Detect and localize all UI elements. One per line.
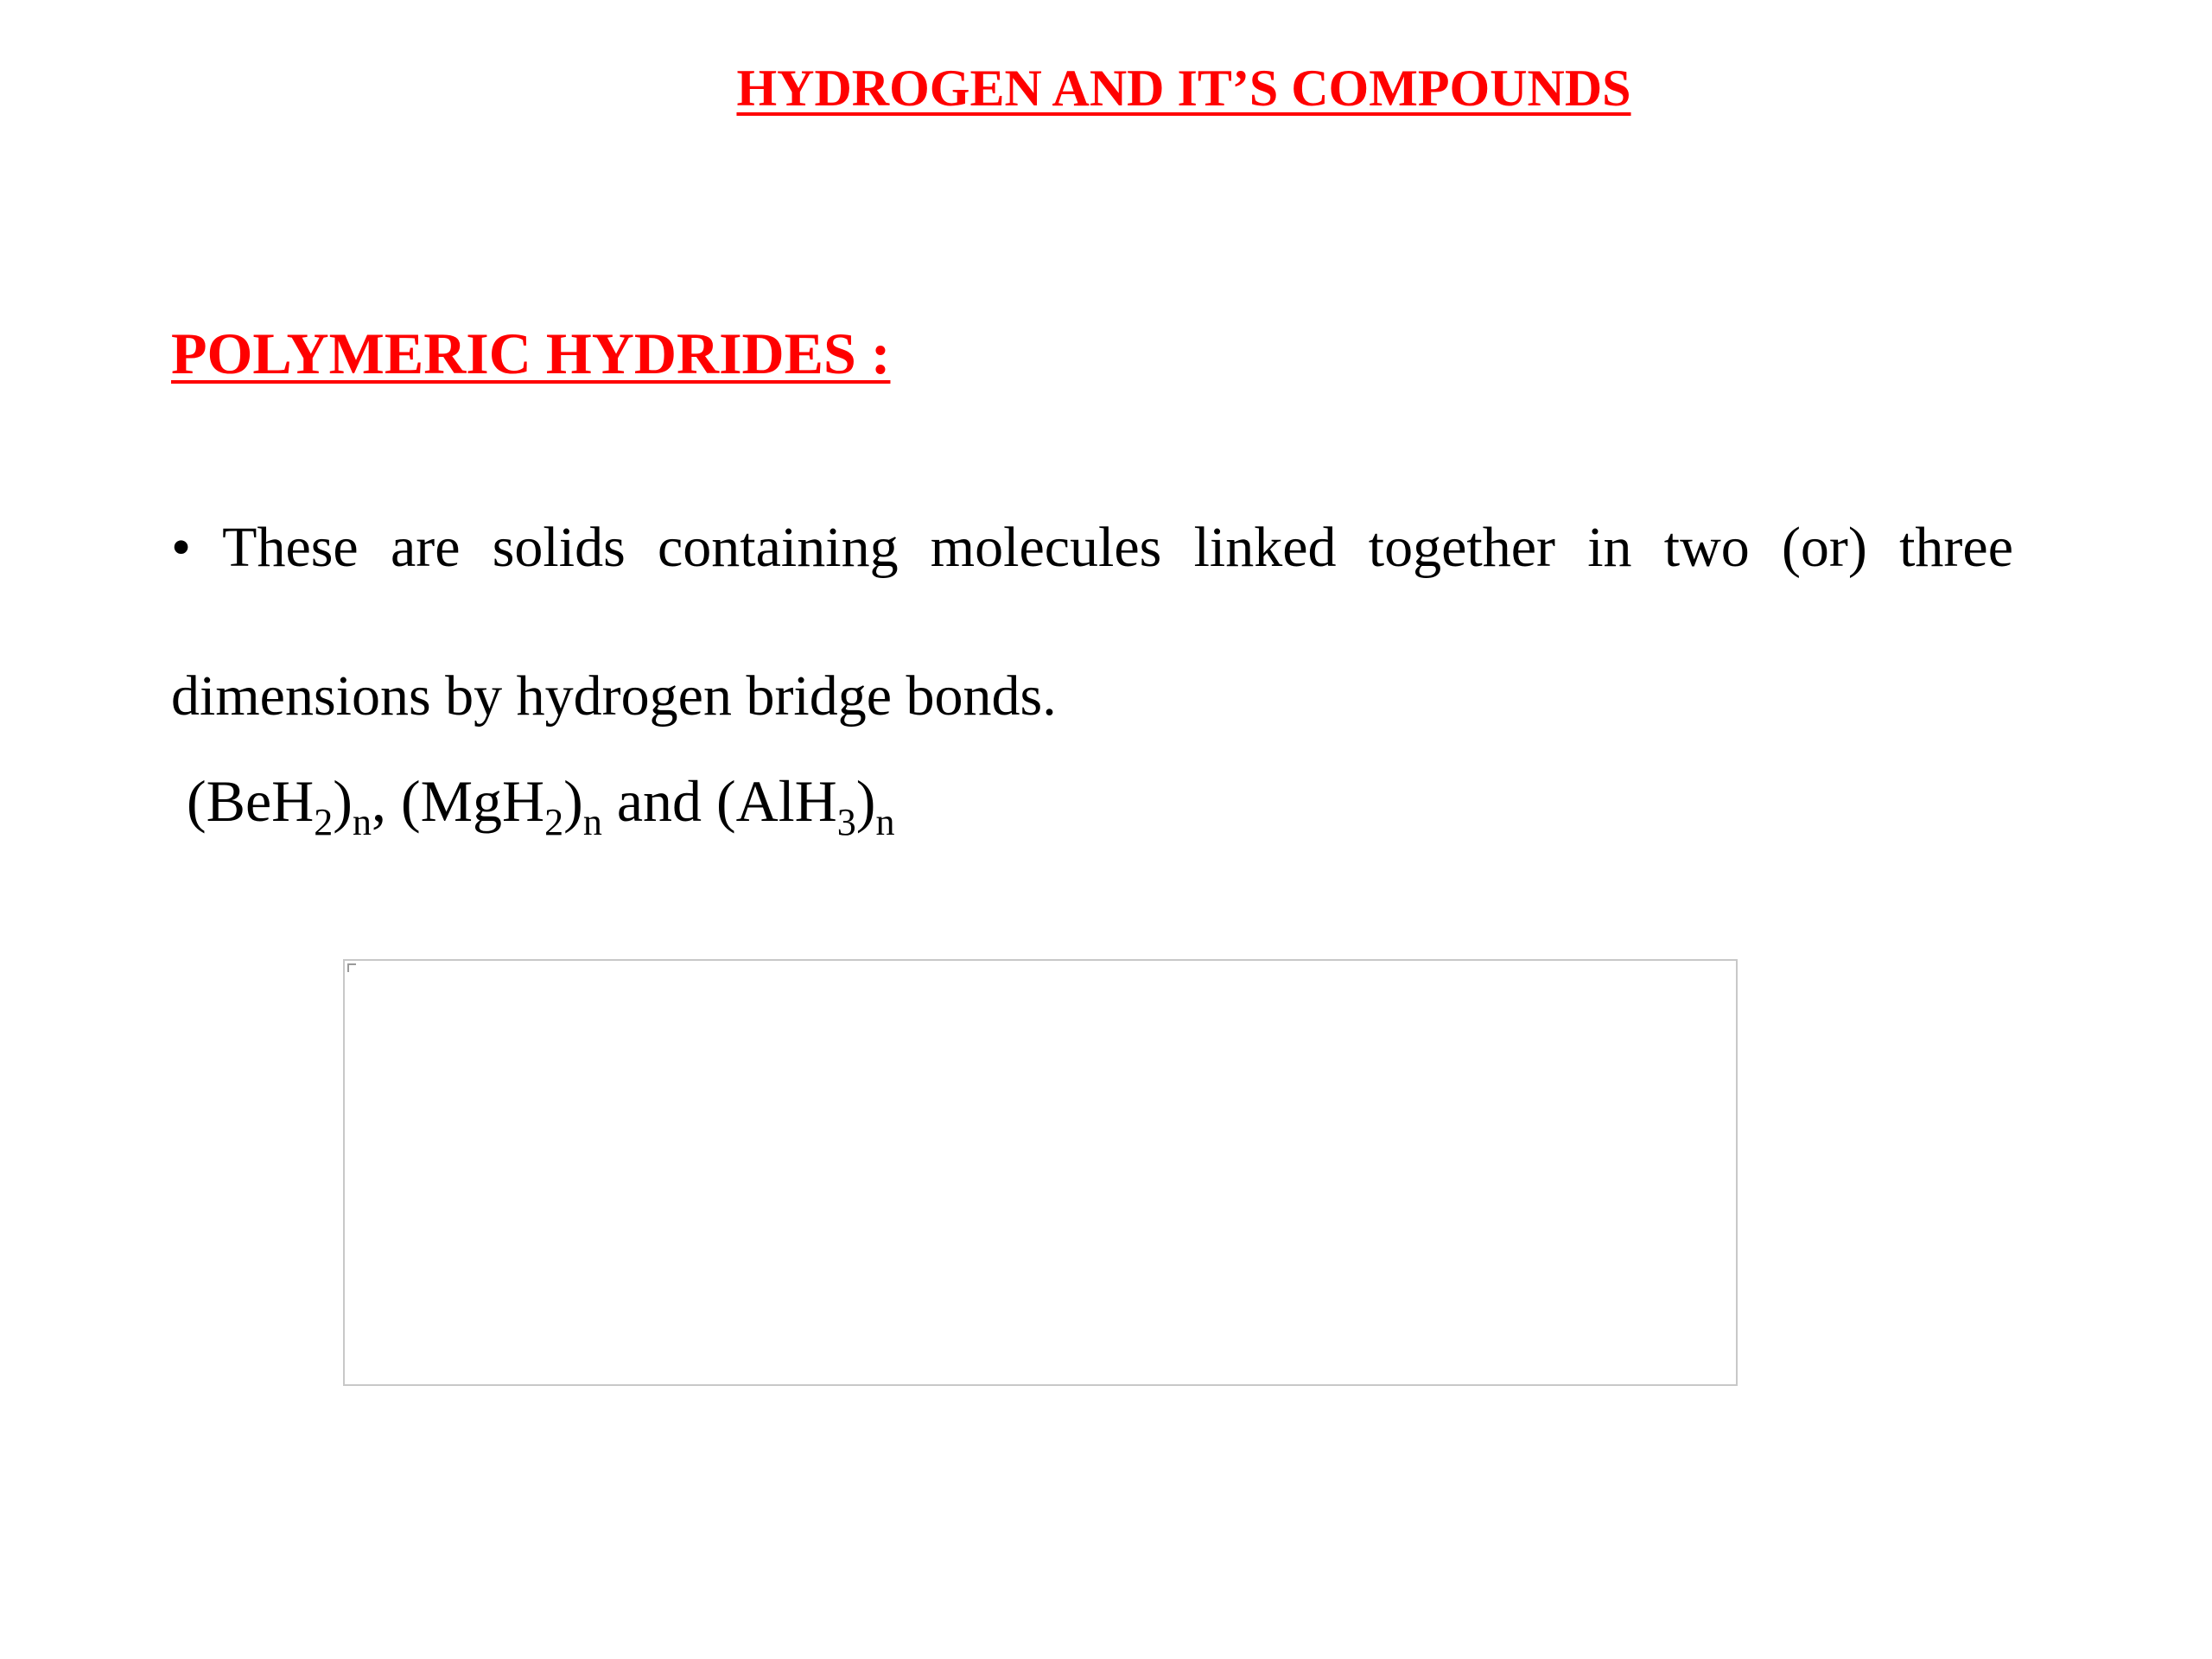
frame-corner-icon (347, 963, 356, 972)
formula-separator: , (371, 768, 401, 834)
bullet-marker: • (171, 516, 192, 579)
formula-beh2: $(BeH_2)_n$ (187, 768, 372, 843)
image-placeholder-frame (343, 959, 1738, 1386)
bullet-text-line-2: dimensions by hydrogen bridge bonds. (171, 664, 1057, 728)
bullet-paragraph (171, 474, 2013, 771)
formula-mgh2: $(MgH_2)_n$ (400, 768, 602, 843)
section-heading (171, 320, 890, 388)
bullet-text-line-1: These are solids containing molecules linked together in two (or) three (222, 516, 2013, 579)
formula-alh3: $(AlH_3)_n$ (716, 768, 895, 843)
formula-line (187, 767, 895, 843)
section-heading-text: POLYMERIC HYDRIDES : (171, 321, 891, 386)
formula-separator: and (601, 768, 717, 834)
page-title-text: HYDROGEN AND IT’S COMPOUNDS (736, 60, 1631, 117)
bullet-line-1 (171, 474, 2013, 622)
page-title (0, 59, 2212, 118)
